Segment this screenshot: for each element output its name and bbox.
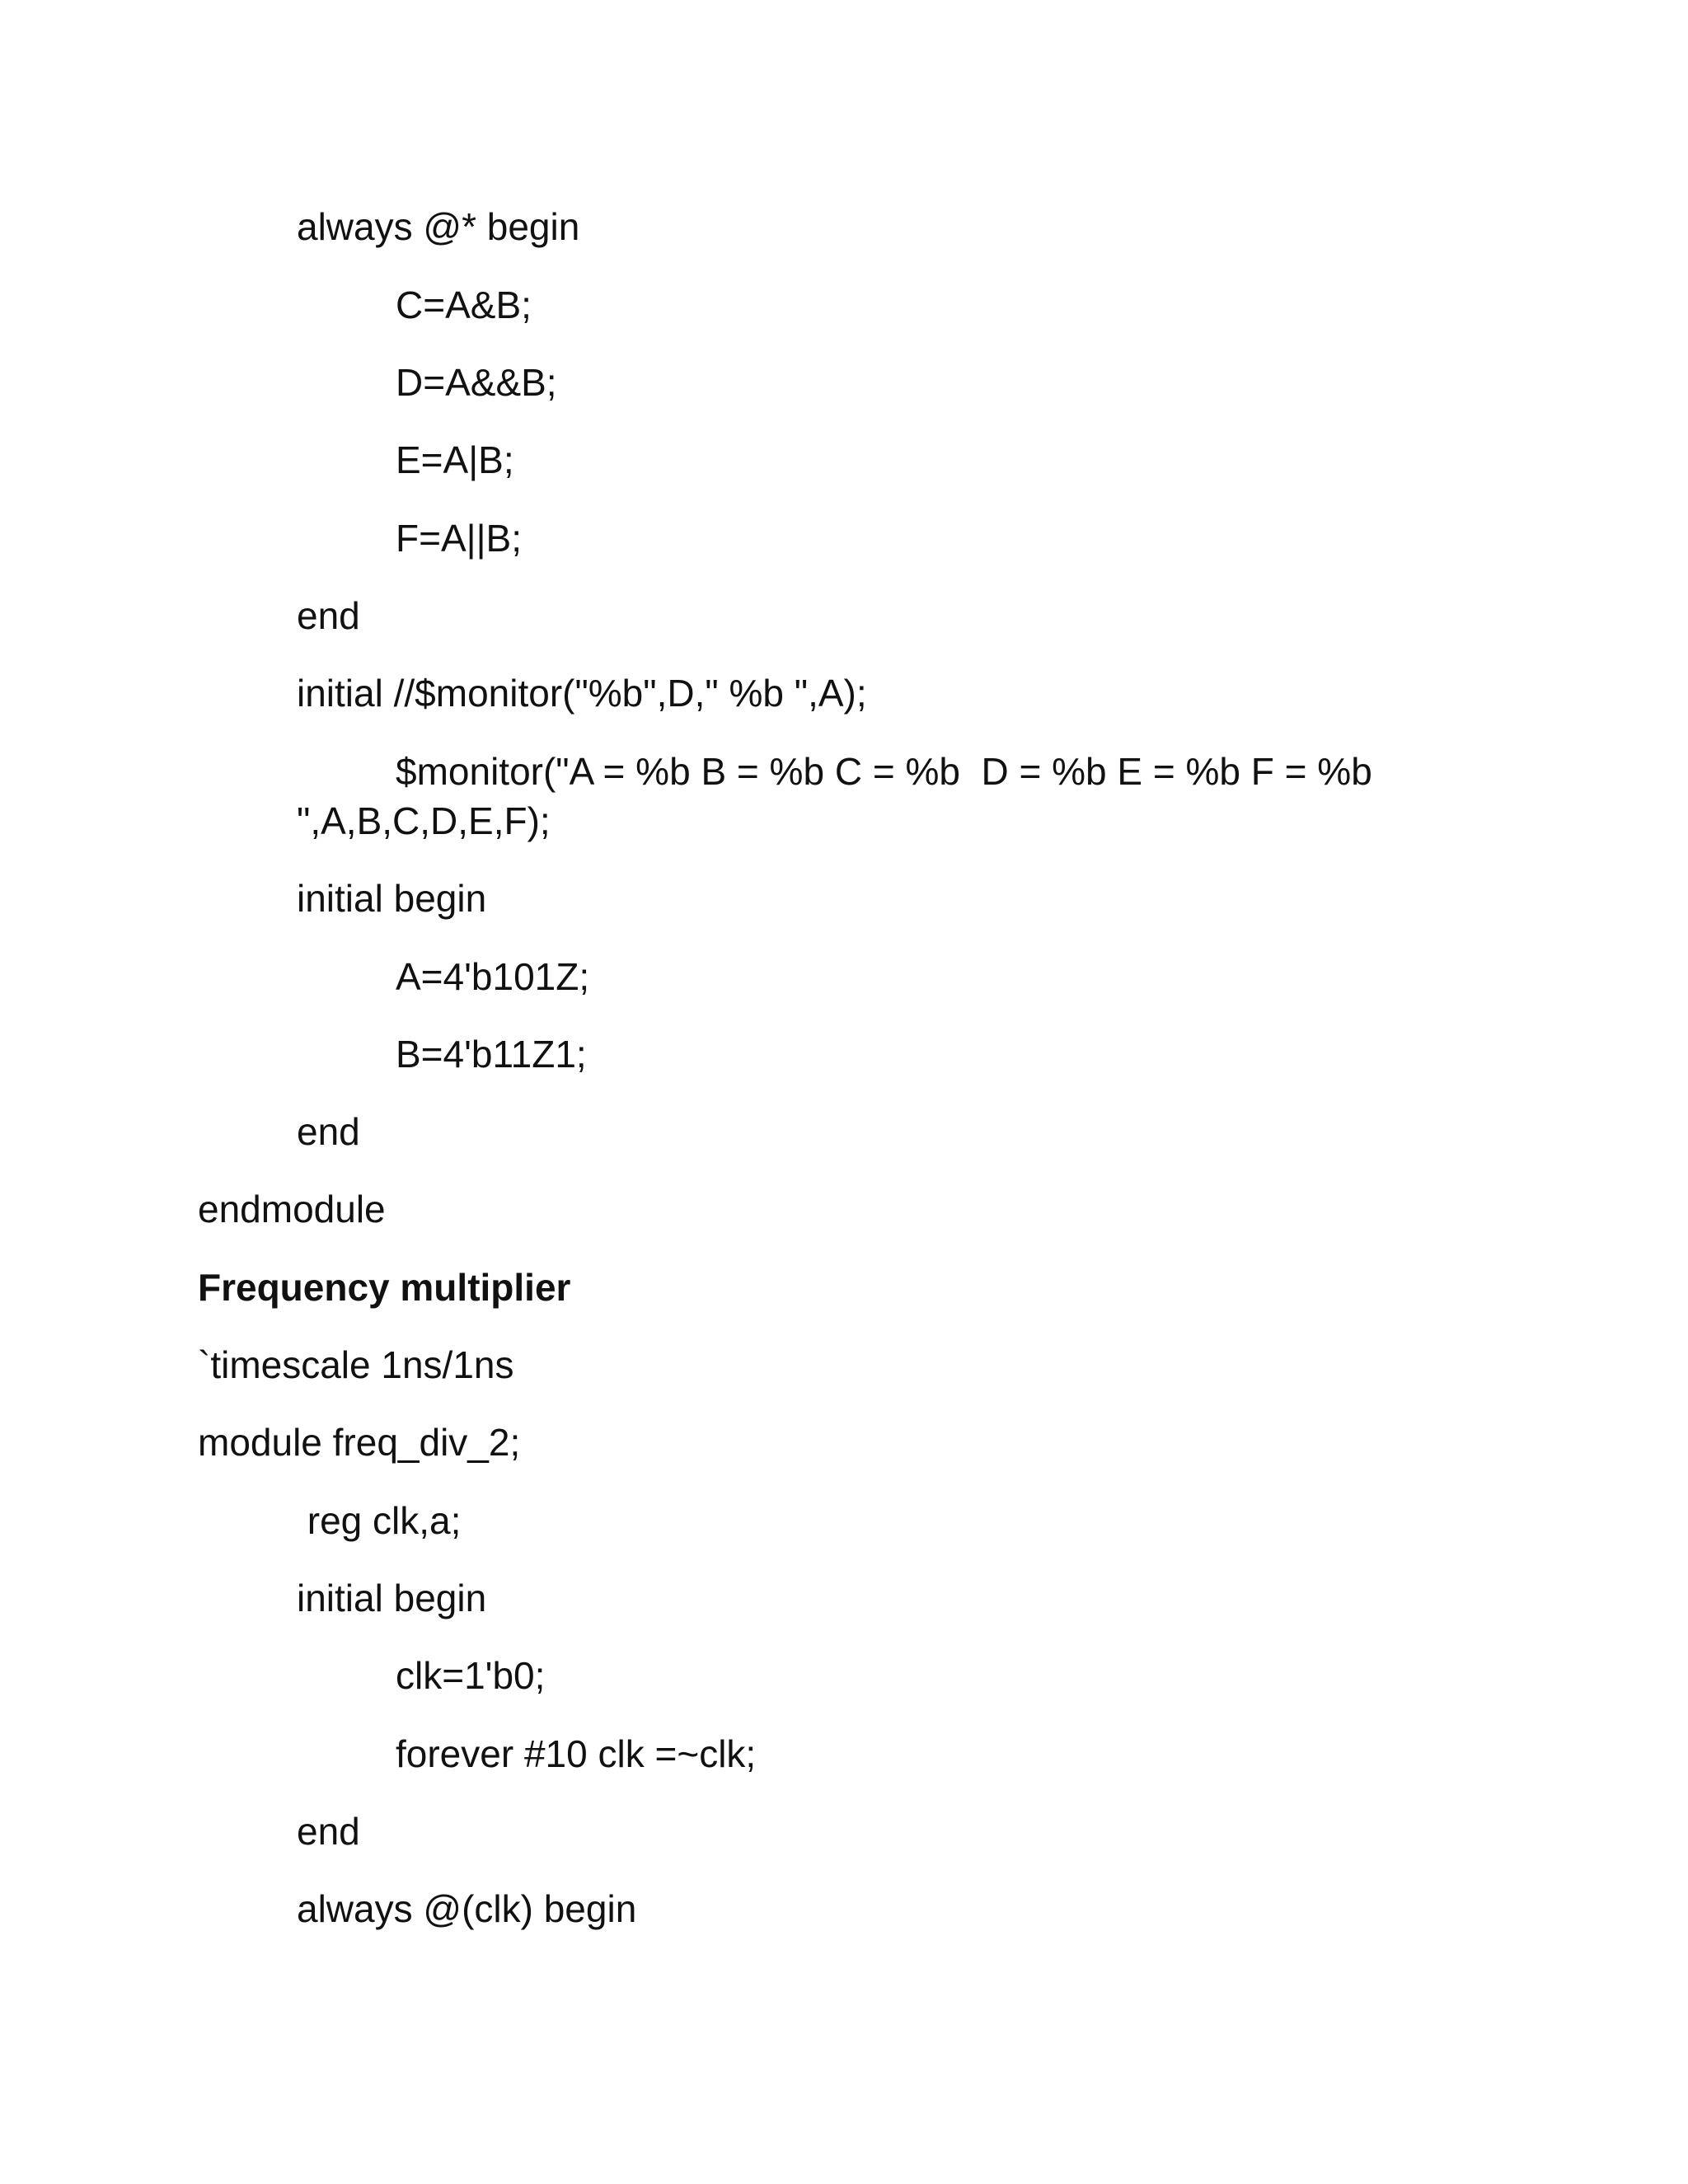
code-line: $monitor("A = %b B = %b C = %b D = %b E = %b F = %b	[396, 750, 1372, 793]
code-line: B=4'b11Z1;	[396, 1033, 587, 1076]
code-line: initial begin	[297, 1577, 487, 1619]
section-heading: Frequency multiplier	[198, 1266, 571, 1309]
code-line: C=A&B;	[396, 284, 532, 326]
code-line: endmodule	[198, 1188, 386, 1230]
code-line: A=4'b101Z;	[396, 955, 590, 998]
code-line: always @(clk) begin	[297, 1887, 637, 1930]
code-line: initial //$monitor("%b",D," %b ",A);	[297, 672, 867, 715]
code-line: `timescale 1ns/1ns	[198, 1343, 514, 1386]
code-line: E=A|B;	[396, 438, 514, 481]
code-line: end	[297, 594, 360, 637]
code-line: reg clk,a;	[297, 1499, 462, 1542]
code-line: end	[297, 1810, 360, 1853]
code-line: clk=1'b0;	[396, 1654, 546, 1697]
code-line: forever #10 clk =~clk;	[396, 1732, 757, 1775]
code-line: F=A||B;	[396, 517, 523, 560]
code-line: ",A,B,C,D,E,F);	[297, 799, 551, 842]
code-line: module freq_div_2;	[198, 1421, 521, 1464]
code-line: end	[297, 1110, 360, 1153]
code-line: initial begin	[297, 877, 487, 920]
code-line: D=A&&B;	[396, 361, 557, 404]
code-line: always @* begin	[297, 205, 580, 248]
